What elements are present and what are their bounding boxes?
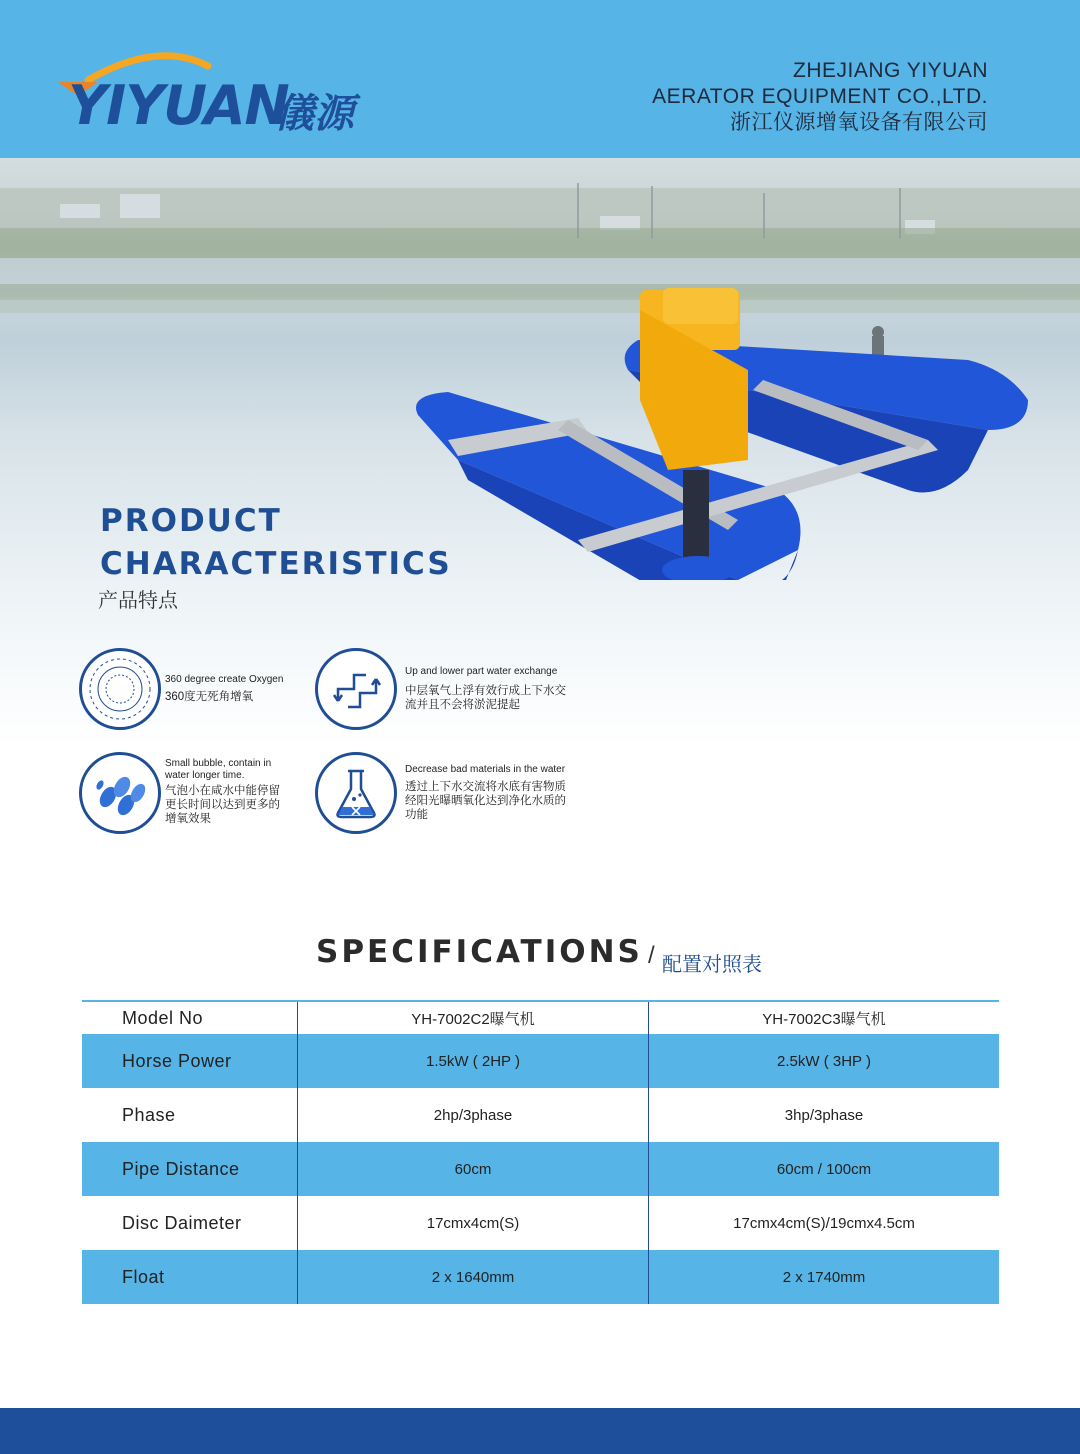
circle-rotation-icon bbox=[79, 648, 161, 730]
table-row bbox=[82, 1196, 999, 1250]
feature-text-cn: 中层氧气上浮有效行成上下水交流并且不会将淤泥提起 bbox=[405, 685, 566, 711]
feature-text-en: Up and lower part water exchange bbox=[405, 666, 558, 677]
feature-text-cn: 透过上下水交流将水底有害物质经阳光曝晒氧化达到净化水质的功能 bbox=[405, 781, 566, 821]
aerator-product-image bbox=[408, 280, 1048, 580]
table-cell: 2.5kW ( 3HP ) bbox=[777, 1052, 871, 1070]
table-cell: 17cmx4cm(S)/19cmx4.5cm bbox=[733, 1214, 915, 1232]
specifications-slash: / bbox=[648, 942, 655, 969]
feature-small-bubble bbox=[79, 752, 309, 836]
table-cell: Model No bbox=[82, 1002, 298, 1034]
feature-text-en: Small bubble, contain in water longer time. bbox=[165, 758, 272, 781]
table-header-row bbox=[82, 1002, 999, 1034]
table-cell: YH-7002C2曝气机 bbox=[298, 1002, 649, 1034]
table-cell: 1.5kW ( 2HP ) bbox=[298, 1034, 649, 1088]
feature-360-oxygen bbox=[79, 648, 309, 732]
characteristics-title bbox=[100, 500, 452, 586]
table-cell: Horse Power bbox=[82, 1034, 298, 1088]
company-name-cn: 浙江仪源增氧设备有限公司 bbox=[730, 111, 988, 134]
table-cell: 3hp/3phase bbox=[784, 1106, 864, 1124]
water-exchange-icon bbox=[315, 648, 397, 730]
feature-text-cn: 气泡小在咸水中能停留更长时间以达到更多的增氧效果 bbox=[165, 785, 280, 825]
characteristics-subtitle-cn: 产品特点 bbox=[98, 590, 178, 612]
logo-chinese-text: 儀源 bbox=[274, 90, 354, 137]
table-cell: YH-7002C3曝气机 bbox=[762, 1010, 886, 1028]
company-name-en-line1: ZHEJIANG YIYUAN bbox=[793, 59, 988, 82]
table-cell: 17cmx4cm(S) bbox=[298, 1196, 649, 1250]
table-row bbox=[82, 1034, 999, 1088]
table-cell: 60cm bbox=[298, 1142, 649, 1196]
company-logo bbox=[58, 46, 368, 136]
table-cell: 2 x 1640mm bbox=[298, 1250, 649, 1304]
feature-text-en: Decrease bad materials in the water bbox=[405, 764, 566, 775]
feature-text-en: 360 degree create Oxygen bbox=[165, 674, 284, 685]
specifications-title: SPECIFICATIONS bbox=[316, 934, 643, 970]
company-name bbox=[652, 58, 988, 136]
header-banner bbox=[0, 0, 1080, 158]
table-cell: 60cm / 100cm bbox=[776, 1160, 872, 1178]
table-cell: Disc Daimeter bbox=[82, 1196, 298, 1250]
table-row bbox=[82, 1250, 999, 1304]
table-row bbox=[82, 1088, 999, 1142]
feature-water-exchange bbox=[315, 648, 575, 732]
specifications-table bbox=[82, 1000, 999, 1304]
table-cell: 2hp/3phase bbox=[298, 1088, 649, 1142]
characteristics-title-line2: CHARACTERISTICS bbox=[100, 546, 452, 582]
company-name-en-line2: AERATOR EQUIPMENT CO.,LTD. bbox=[652, 85, 988, 108]
table-row bbox=[82, 1142, 999, 1196]
feature-text-cn: 360度无死角增氧 bbox=[165, 691, 254, 703]
table-cell: Pipe Distance bbox=[82, 1142, 298, 1196]
flask-icon bbox=[315, 752, 397, 834]
bubbles-icon bbox=[79, 752, 161, 834]
table-cell: Phase bbox=[82, 1088, 298, 1142]
feature-decrease-bad-materials bbox=[315, 752, 575, 836]
characteristics-title-line1: PRODUCT bbox=[100, 503, 282, 539]
table-cell: 2 x 1740mm bbox=[782, 1268, 866, 1286]
table-cell: Float bbox=[82, 1250, 298, 1304]
logo-text: YIYUAN bbox=[68, 74, 289, 137]
footer-bar bbox=[0, 1408, 1080, 1454]
specifications-title-cn: 配置对照表 bbox=[662, 954, 762, 976]
